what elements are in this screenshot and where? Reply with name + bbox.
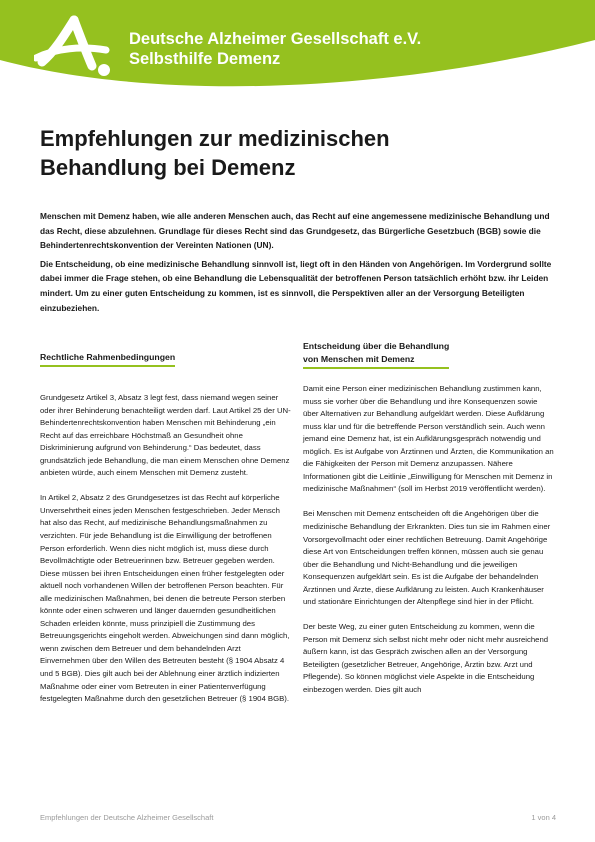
section-heading-decision [303, 340, 449, 369]
section-heading-decision-line2: von Menschen mit Demenz [303, 354, 415, 364]
left-paragraph-1: Grundgesetz Artikel 3, Absatz 3 legt fest, dass niemand wegen seiner oder ihrer Behinderung benachteiligt werden darf. Laut Artikel 25 der UN-Behindertenrechtskonvention haben Menschen mit Behinderung „ein Recht auf das erreichbare Höchstmaß an Gesundheit ohne Diskriminierung aufgrund von Behinderung.“ Das bedeutet, dass grundsätzlich jede Behandlung, die man einem Menschen ohne Demenz anbieten würde, auch einem Menschen mit Demenz zusteht. [40, 393, 291, 478]
organization-name-line2: Selbsthilfe Demenz [129, 50, 281, 68]
page-title [40, 124, 560, 182]
left-column [40, 340, 292, 718]
organization-name-line1: Deutsche Alzheimer Gesellschaft e.V. [129, 30, 422, 48]
page-title-line1: Empfehlungen zur medizinischen [40, 126, 390, 151]
right-paragraph-3: Der beste Weg, zu einer guten Entscheidung zu kommen, wenn die Person mit Demenz sich selbst nicht mehr oder nicht mehr ausreichend äußern kann, ist das Gespräch zwischen allen an der Versorgung Beteiligten (gesetzlicher Betreuer, Angehörige, Ärztin bzw. Arzt und Pflegende). So können möglichst viele Aspekte in die Entscheidung einbezogen werden. Dies gilt auch [303, 622, 549, 695]
header-banner [0, 0, 595, 88]
alzheimer-a-logo-icon [34, 14, 114, 82]
right-paragraph-2: Bei Menschen mit Demenz entscheiden oft die Angehörigen über die medizinische Behandlung der Erkrankten. Dies tun sie im Rahmen einer Vorsorgevollmacht oder einer rechtlichen Betreuung. Damit Angehörige diese Art von Entscheidungen treffen können, müssen auch sie genau über die Behandlung und Nicht-Behandlung und die jeweiligen Konsequenzen aufgeklärt sein. Es ist die Aufgabe der behandelnden Ärztinnen und Ärzte, diese Aufklärung zu leisten. Auch Krankenhäuser und stationäre Einrichtungen der Altenpflege sind hier in der Pflicht. [303, 509, 551, 607]
intro-paragraph-1: Menschen mit Demenz haben, wie alle anderen Menschen auch, das Recht auf eine angemessene medizinische Behandlung und das Recht, diese abzulehnen. Grundlage für dieses Recht sind das Grundgesetz, das Bürgerliche Gesetzbuch (BGB) sowie die Behindertenrechtskonvention der Vereinten Nationen (UN). [40, 211, 550, 251]
page-title-line2: Behandlung bei Demenz [40, 155, 296, 180]
right-column [303, 340, 555, 709]
right-paragraph-1: Damit eine Person einer medizinischen Behandlung zustimmen kann, muss sie vorher über die Behandlung und ihre Konsequenzen sowie über Alternativen zur Behandlung aufgeklärt werden. Diese Aufklärung muss klar und für die betreffende Person verständlich sein. Auch wenn jemand eine Demenz hat, ist ein Aufklärungsgespräch notwendig und möglich. Es ist Aufgabe von Ärztinnen und Ärzten, die Kommunikation an die Fähigkeiten der Person mit Demenz anzupassen. Nähere Informationen gibt die Leitlinie „Einwilligung für Menschen mit Demenz in medizinische Maßnahmen“ (soll im Herbst 2019 veröffentlicht werden). [303, 384, 554, 494]
organization-name [129, 29, 421, 69]
page-footer [40, 813, 556, 822]
intro-paragraph-2: Die Entscheidung, ob eine medizinische Behandlung sinnvoll ist, liegt oft in den Händen von Angehörigen. Im Vordergrund sollte dabei immer die Frage stehen, ob eine Behandlung die Lebensqualität der betroffenen Person tatsächlich erhöht bzw. ihr Leiden mindert. Um zu einer guten Entscheidung zu kommen, ist es sinnvoll, die Perspektiven aller an der Versorgung Beteiligten einzubeziehen. [40, 258, 552, 313]
section-heading-legal: Rechtliche Rahmenbedingungen [40, 351, 175, 367]
footer-document-title: Empfehlungen der Deutsche Alzheimer Gesellschaft [40, 813, 214, 822]
section-heading-decision-line1: Entscheidung über die Behandlung [303, 341, 450, 351]
right-column-body [303, 383, 555, 697]
left-paragraph-2: In Artikel 2, Absatz 2 des Grundgesetzes ist das Recht auf körperliche Unversehrtheit eines jeden Menschen festgeschrieben. Jeder Mensch hat also das Recht, auf medizinische Behandlungsmaßnahmen zu verzichten. Für jede Behandlung ist die Einwilligung der betroffenen Person erforderlich. Wenn dies nicht möglich ist, muss diese durch Bevollmächtigte oder Betreuerinnen bzw. Betreuer gegeben werden. Diese müssen bei ihren Entscheidungen einen früher festgelegten oder aktuell noch vorhandenen Willen der betroffenen Person beachten. Für alle medizinischen Maßnahmen, bei denen die betreute Person sterben könnte oder einen schweren und länger dauernden gesundheitlichen Schaden erleiden könnte, muss prinzipiell die Zustimmung des Betreuungsgerichts eingeholt werden. Abweichungen sind dann möglich, wenn zwischen dem Betreuer und dem behandelnden Arzt Einvernehmen über den Willen des Betreuten besteht (§ 1904 Absatz 4 und 5 BGB). Dies gilt auch bei der Ablehnung einer ärztlich indizierten Maßnahme oder einer vom Betreuten in einer Patientenverfügung festgelegten Maßnahme durch den gesetzlichen Betreuer (§ 1904 BGB). [40, 493, 290, 704]
footer-page-number: 1 von 4 [531, 813, 556, 822]
intro-section [40, 209, 560, 319]
left-column-body [40, 392, 292, 706]
